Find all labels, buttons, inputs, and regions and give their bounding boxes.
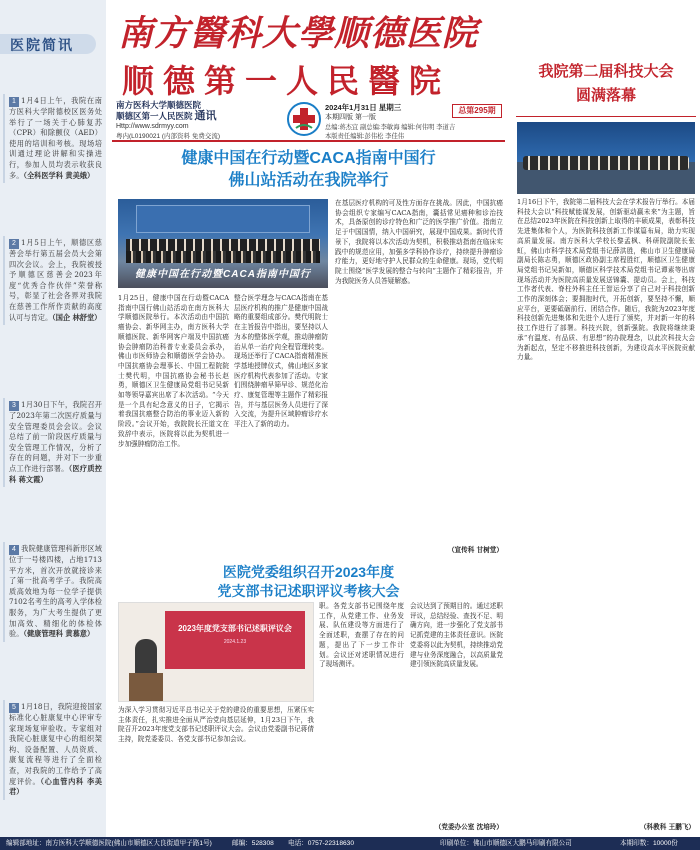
article2-photo bbox=[118, 602, 314, 702]
news-brief-text: 2 1月5日上午，顺德区慈善会举行第五届会员大会第四次会议。会上，我院被授予顺德区慈善会2023年度“优秀合作伙伴”荣誉称号，彰显了社会各界对我院在慈善工作所作贡献的高度认可与肯定。（国企 林舒堂） bbox=[9, 238, 102, 322]
right-article-headline-line2: 圆满落幕 bbox=[575, 87, 636, 104]
publication-info bbox=[116, 100, 286, 141]
hospital-logo-icon bbox=[287, 102, 321, 136]
website-link[interactable]: Http://www.sdrmyy.com bbox=[116, 123, 189, 130]
license-number: 粤内(L0190021 (内部资料 免费交流) bbox=[116, 133, 221, 140]
editorial-staff: 总编:蒋杰宜 副总编:李敏海 编辑:何伟明 李道吉 bbox=[325, 124, 456, 131]
publisher-name-2: 顺德区第一人民医院 通讯 bbox=[116, 110, 217, 122]
issue-pages: 本期四版 第一版 bbox=[325, 114, 376, 121]
article1-headline-line2: 佛山站活动在我院举行 bbox=[228, 172, 389, 189]
article2-column-1: 为深入学习贯彻习近平总书记关于党的建设的重要思想，压紧压实主体责任，扎实推进全面从严治党向基层延伸，1月23日下午，我院召开2023年度党支部书记述职评议大会。会议由党委副书记蒋倩主持，院党委委员、各党支部书记参加会议。 bbox=[118, 706, 314, 744]
stage-backdrop bbox=[136, 205, 310, 233]
news-brief-number: 4 bbox=[9, 545, 19, 555]
article1-photo bbox=[118, 199, 328, 288]
article1-byline: （宣传科 甘树堂） bbox=[447, 546, 503, 554]
publisher-name-1: 南方医科大学顺德医院 bbox=[116, 100, 202, 110]
page-editors: 本版责任编辑:彭伟松 李佳伟 bbox=[325, 133, 405, 140]
news-brief-3 bbox=[3, 398, 104, 487]
news-brief-text: 1 1月4日上午，我院在南方医科大学附德校区医务处举行了一场关于心肺复苏（CPR）和除颤仪（AED）使用的培训和考核。现场培训通过理论讲解和实操进行，参加人员均表示收获良多。（全科医学科 黄美娥） bbox=[9, 96, 102, 180]
news-brief-number: 3 bbox=[9, 401, 19, 411]
photo-people-row bbox=[126, 239, 320, 251]
article1-headline-line1: 健康中国在行动暨CACA指南中国行 bbox=[181, 150, 436, 167]
photo-caption-banner: 健康中国在行动暨CACA指南中国行 bbox=[135, 269, 311, 280]
article2-headline bbox=[112, 563, 505, 601]
news-brief-text: 3 1月30日下午，我院召开了2023年第二次医疗质量与安全管理委员会会议。会议总结了前一阶段医疗质量与安全管理工作情况，分析了存在的问题，并对下一步重点工作进行部署。（医疗质控科 蒋文霞） bbox=[9, 400, 102, 484]
photo-people-row bbox=[126, 251, 320, 263]
right-article-photo bbox=[517, 122, 695, 194]
news-brief-4 bbox=[3, 542, 104, 642]
masthead-title: 顺德第一人民醫院 bbox=[122, 63, 451, 99]
article1-column-1: 1月25日，健康中国在行动暨CACA指南中国行佛山站活动在南方医科大学顺德医院举行。本次活动由中国抗癌协会、新华网主办，南方医科大学顺德医院、新华网客户端及中国抗癌协会肿瘤防治科普专业委员会承办，佛山市医师协会和顺德医学会协办。中国抗癌协会理事长、中国工程院院士樊代明，中国抗癌协会秘书长赵勇，顺德区卫生健康局党组书记吴新如等领导嘉宾出席了本次活动。“今天是一个具有纪念意义的日子，它揭示着我国抗癌整合防治的事业迈入新的阶段。”会议开始，我院院长汪道文在致辞中表示，医院将以此为契机进一步加强肿瘤防治工作。 bbox=[118, 294, 229, 448]
slide-date: 2024.1.23 bbox=[223, 639, 247, 645]
issue-date: 2024年1月31日 星期三 bbox=[325, 103, 402, 112]
article2-byline: （党委办公室 沈培玲） bbox=[434, 823, 503, 831]
right-article-body: 1月16日下午，我院第二届科技大会在学术报告厅举行。本届科技大会以“科技赋能谋发展，创新驱动赢未来”为主题，旨在总结2023年医院在科技创新上取得的丰硕成果，表彰科技先进集体和个人，为医院科技创新工作谋篇布局，助力实现高质量发展。南方医科大学校长黎孟枫、科研院副院长张虹，佛山市科学技术局党组书记薛洪胜，佛山市卫生健康局副局长陈志勇，顺德区政协副主席程胜红，顺德区卫生健康局党组书记吴新如，顺德区科学技术局党组书记谭素等出席现场活动并为医院高质量发展送锦囊、提动员。会上，科技工作者代表、脊柱外科主任王智运分享了自己对于科技创新工作的深刻体会；要拥抱时代，开拓创新，要坚持不懈，顺应平台，更要砥砺前行、团结合作。随后，我院为2023年度科技创新先进集体和先进个人进行了颁奖，并对新一年的科技工作进行了部署。科技兴院，创新强院。我院将继续秉承“有温度、有品质、有思想”的办院理念，以此次科技大会为新起点，坚定不移推进科技创新，为建设高水平医院贡献力量。 bbox=[517, 198, 695, 362]
article1-column-3: 在基层医疗机构的可及性方面存在挑战。因此，中国抗癌协会组织专家编写CACA指南，囊括常见癌种和诊治技术，具备原创的诊疗特色和广泛的医学推广价值。指南立足于中国国情，纳入中国研究，展现中国成果。新时代背景下，我院将以本次活动为契机，积极推动指南在临床实践中的规范应用，加强多学科协作诊疗，持续提升肿瘤诊疗能力，更好地守护人民群众的生命健康。现场，党代明院士围绕“医学发展的整合与转向”主题作了精彩报告，并为我院医务人员答疑解惑。 bbox=[335, 199, 503, 285]
photo-people-row bbox=[523, 156, 689, 170]
news-brief-5 bbox=[3, 700, 104, 800]
article1-column-2: 整合医学理念与CACA指南在基层医疗机构的推广是健康中国战略的重要组成部分。樊代明院士在主旨报告中指出，要坚持以人为本的整体医学观，推动肿瘤防治从单一治疗向全程管理转变。现场还举行了CACA指南精准医学基地授牌仪式，佛山地区多家医疗机构代表参加了活动。专家们围绕肿瘤早筛早诊、规范化治疗、康复管理等主题作了精彩报告，并与基层医务人员进行了深入交流，为提升区域肿瘤诊疗水平注入了新的动力。 bbox=[234, 294, 328, 429]
right-article-headline bbox=[516, 60, 696, 108]
article2-headline-line1: 医院党委组织召开2023年度 bbox=[222, 564, 395, 580]
news-brief-1 bbox=[3, 94, 104, 183]
article2-column-3: 会议达到了预期目的。通过述职评议，总结经验、查找不足、明确方向，进一步强化了党支部书记抓党建的主体责任意识。医院党委将以此为契机，持续推动党建与业务深度融合，以高质量党建引领医院高质量发展。 bbox=[410, 602, 503, 669]
footer-printer: 印刷单位：佛山市顺德区大鹏马印刷有限公司 bbox=[440, 840, 572, 847]
sidebar bbox=[0, 0, 106, 850]
article2-headline-line2: 党支部书记述职评议考核大会 bbox=[217, 583, 400, 599]
podium bbox=[129, 673, 163, 702]
footer-postcode: 邮编：528308 bbox=[232, 840, 274, 847]
news-brief-number: 1 bbox=[9, 97, 19, 107]
article1-headline bbox=[112, 148, 505, 192]
sidebar-header bbox=[0, 30, 106, 56]
right-article-divider bbox=[516, 116, 696, 117]
sidebar-header-title: 医院简讯 bbox=[10, 37, 74, 53]
newsletter-label: 通讯 bbox=[194, 110, 217, 122]
issue-number-badge: 总第295期 bbox=[452, 104, 502, 118]
footer-address: 编辑部地址：南方医科大学顺德医院(佛山市顺德区大良街道甲子路1号) bbox=[6, 840, 212, 847]
right-article-byline: （科教科 王鹏飞） bbox=[639, 823, 695, 831]
news-brief-text: 4 我院健康管理科新形区域位于一号楼四楼，占地1713平方米，首次开放就接诊来了第一批高考学子。我院高质高效地为每一位学子提供7102名考生的高考入学体检服务，为广大考生提供了更加高效、精细化的体检体验。（健康管理科 黄慕意） bbox=[9, 544, 102, 639]
masthead-divider bbox=[112, 140, 505, 142]
article2-column-2: 职。各党支部书记围绕年度工作，从党建工作、业务发展、队伍建设等方面进行了全面述职，查摆了存在的问题，提出了下一步工作计划。会议还对述职情况进行了现场测评。 bbox=[319, 602, 404, 669]
news-brief-2 bbox=[3, 236, 104, 325]
news-brief-text: 5 1月18日，我院迎接国家标准化心脏康复中心评审专家现场复审验收。专家组对我院心脏康复中心的组织架构、设备配置、人员资质、康复流程等进行了全面检查，对我院的工作给予了高度评价。（心血管内科 李美君） bbox=[9, 702, 102, 797]
news-brief-number: 2 bbox=[9, 239, 19, 249]
masthead-calligraphy: 南方醫科大學顺德医院 bbox=[118, 14, 479, 53]
right-article-headline-line1: 我院第二届科技大会 bbox=[538, 63, 674, 80]
news-brief-number: 5 bbox=[9, 703, 19, 713]
footer-print-run: 本期印数：10000份 bbox=[620, 840, 678, 847]
page-footer bbox=[0, 837, 700, 850]
slide-title: 2023年度党支部书记述职评议会 bbox=[178, 624, 292, 633]
footer-phone: 电话：0757-22318630 bbox=[288, 840, 354, 847]
